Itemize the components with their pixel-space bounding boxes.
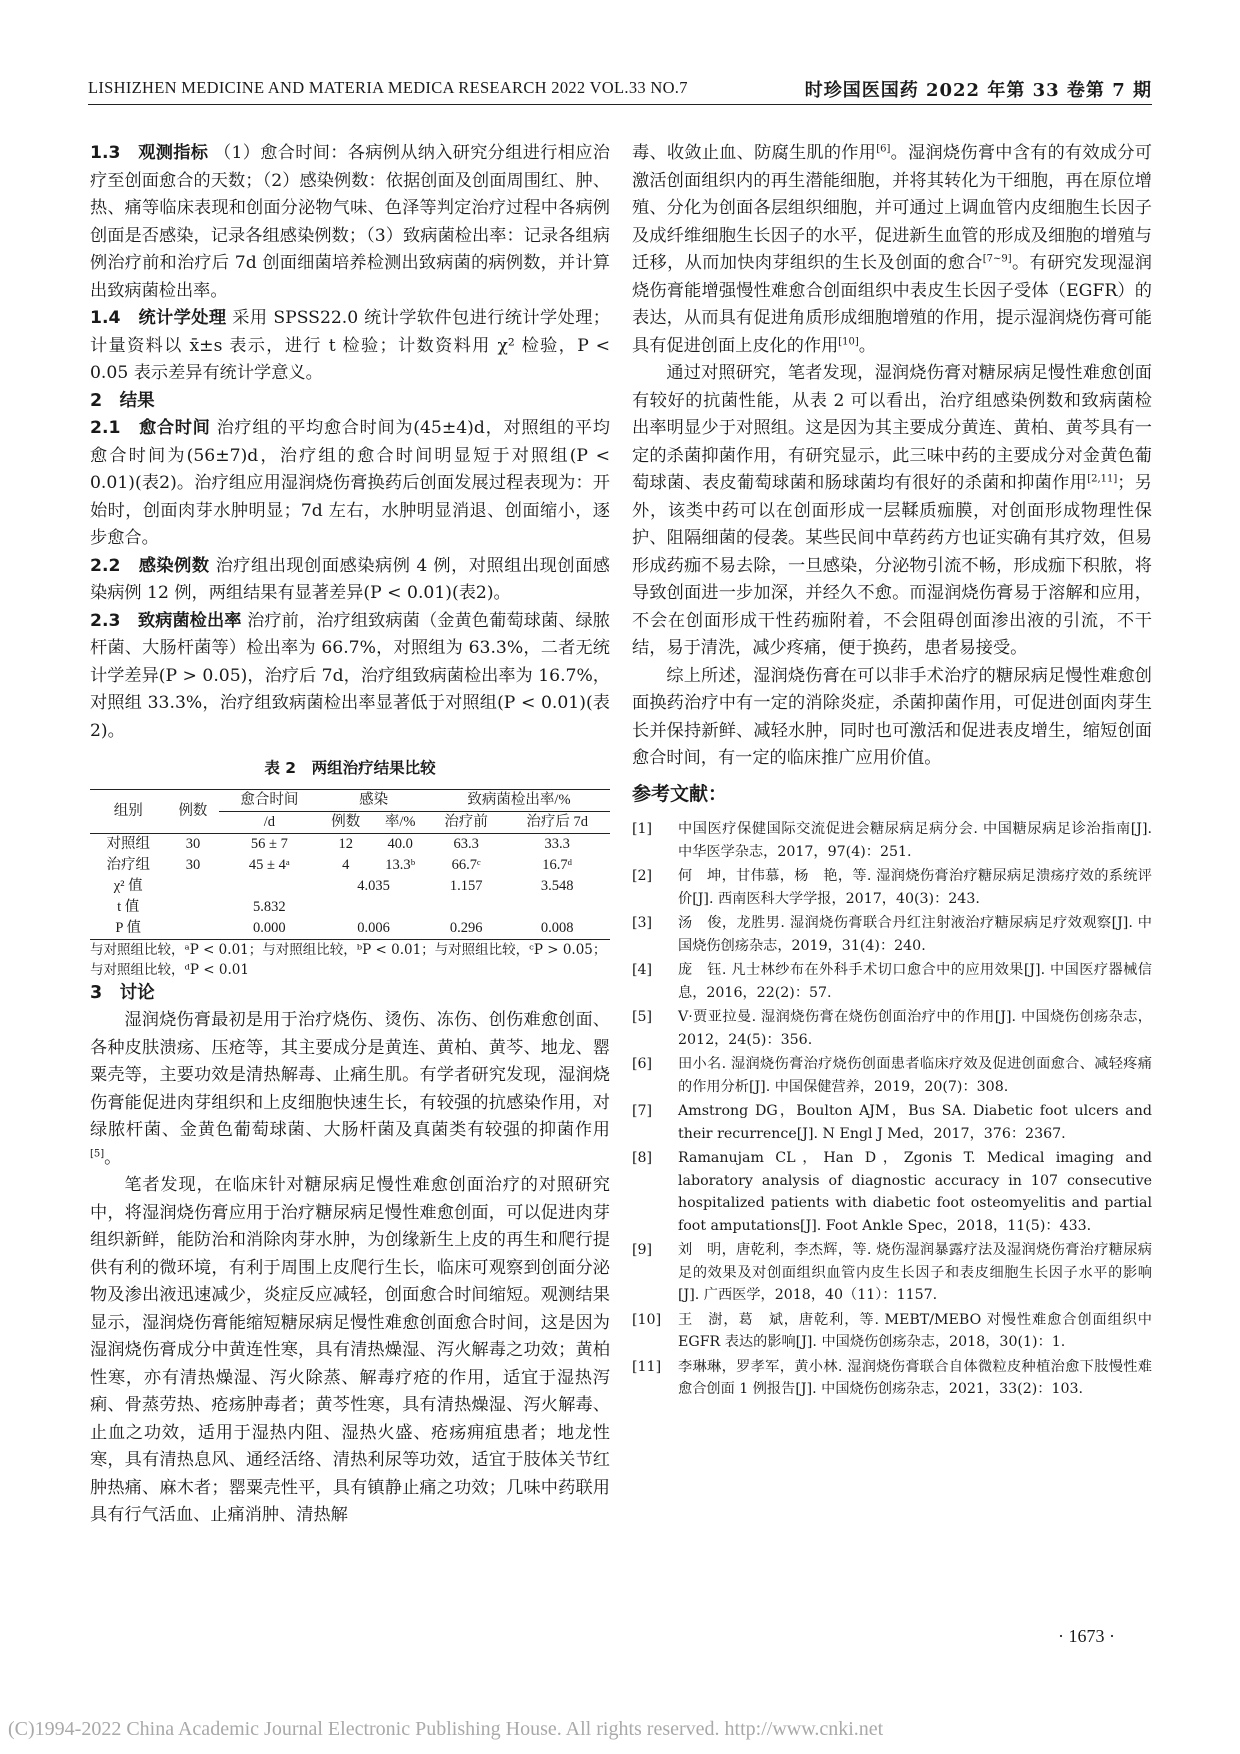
- table-cell: 0.000: [253, 919, 286, 936]
- table-cell: χ² 值: [113, 877, 143, 894]
- table-cell: [166, 918, 219, 940]
- reference-item: [632, 1356, 1152, 1401]
- reference-list: [632, 818, 1152, 1401]
- copyright-footer: (C)1994-2022 China Academic Journal Electronic Publishing House. All rights reserved. http://www.cnki.net: [8, 1718, 884, 1740]
- section-heading: 2.1 愈合时间: [90, 418, 211, 438]
- table-row: [90, 876, 610, 897]
- table-header: 率/%: [384, 813, 416, 830]
- table-cell: 30: [185, 856, 201, 873]
- table-row: [90, 833, 610, 855]
- table-cell: 45 ± 4ᵃ: [248, 856, 290, 873]
- reference-number: [6]: [632, 1056, 653, 1072]
- reference-text: V·贾亚拉曼. 湿润烧伤膏在烧伤创面治疗中的作用[J]. 中国烧伤创疡杂志，2012，24(5)：356.: [678, 1009, 1152, 1048]
- page-number: · 1673 ·: [1058, 1626, 1115, 1646]
- table-row: [90, 855, 610, 876]
- reference-item: [632, 1100, 1152, 1145]
- journal-title-cn: 时珍国医国药 2022 年第 33 卷第 7 期: [804, 80, 1152, 101]
- table-cell: [219, 876, 319, 897]
- reference-text: 王 澍，葛 斌，唐乾利，等. MEBT/MEBO 对慢性难愈合创面组织中 EGFR 表达的影响[J]. 中国烧伤创疡杂志，2018，30(1)：1.: [678, 1311, 1152, 1350]
- citation[interactable]: [2,11]: [1087, 473, 1118, 485]
- section-1-3: [90, 140, 610, 305]
- table-cell: 0.296: [449, 919, 483, 936]
- table-cell: [428, 897, 504, 918]
- reference-text: 汤 俊，龙胜男. 湿润烧伤膏联合丹红注射液治疗糖尿病足疗效观察[J]. 中国烧伤创疡杂志，2019，31(4)：240.: [678, 915, 1152, 954]
- citation[interactable]: [10]: [838, 335, 859, 347]
- reference-text: 庞 钰. 凡士林纱布在外科手术切口愈合中的应用效果[J]. 中国医疗器械信息，2016，22(2)：57.: [678, 962, 1152, 1001]
- section-heading: 2.2 感染例数: [90, 555, 210, 576]
- table-cell: 1.157: [449, 877, 483, 894]
- table-cell: 5.832: [253, 898, 286, 915]
- paragraph-text: 。有研究发现湿润烧伤膏能增强慢性难愈合创面组织中表皮生长因子受体（EGFR）的表达，从而具有促进角质形成细胞增殖的作用，提示湿润烧伤膏可能具有促进创面上皮化的作用: [632, 253, 1152, 356]
- reference-item: [632, 1239, 1152, 1307]
- table-header: 致病菌检出率/%: [428, 789, 610, 811]
- reference-number: [4]: [632, 962, 653, 978]
- reference-number: [11]: [632, 1358, 662, 1375]
- reference-item: [632, 959, 1152, 1004]
- table-header: /d: [263, 813, 275, 830]
- reference-text: 刘 明，唐乾利，李杰辉，等. 烧伤湿润暴露疗法及湿润烧伤膏治疗糖尿病足的效果及对创面组织血管内皮生长因子和表皮细胞生长因子水平的影响[J]. 广西医学，2018，40（11）：1157.: [678, 1242, 1152, 1303]
- table-cell: [504, 897, 610, 918]
- paragraph: （1）愈合时间：各病例从纳入研究分组进行相应治疗至创面愈合的天数；（2）感染例数：依据创面及创面周围红、肿、热、痛等临床表现和创面分泌物气味、色泽等判定治疗过程中各病例创面是否感染，记录各组感染例数；（3）致病菌检出率：记录各组病例治疗前和治疗后 7d 创面细菌培养检测出致病菌的病例数，并计算出致病菌检出率。: [90, 143, 610, 301]
- table-cell: 30: [185, 835, 201, 852]
- right-column: [632, 140, 1152, 1403]
- table-note: 与对照组比较，ᵃP < 0.01；与对照组比较，ᵇP < 0.01；与对照组比较，ᶜP > 0.05；与对照组比较，ᵈP < 0.01: [90, 941, 607, 978]
- running-header: [88, 76, 1152, 105]
- paragraph: 治疗前，治疗组致病菌（金黄色葡萄球菌、绿脓杆菌、大肠杆菌等）检出率为 66.7%，对照组为 63.3%，二者无统计学差异(P > 0.05)，治疗后 7d，治疗组致病菌检出率为 16.7%，对照组 33.3%，治疗组致病菌检出率显著低于对照组(P < 0.01)(表2)。: [90, 610, 610, 741]
- reference-item: [632, 1147, 1152, 1237]
- discussion-paragraph: [632, 140, 1152, 360]
- section-3-heading: 3 讨论: [90, 982, 155, 1003]
- reference-number: [5]: [632, 1009, 653, 1025]
- table-cell: 治疗组: [106, 856, 150, 873]
- table-cell: 33.3: [544, 835, 570, 852]
- paragraph: 采用 SPSS22.0 统计学软件包进行统计学处理；计量资料以 x̄±s 表示，进行 t 检验；计数资料用 χ² 检验，P < 0.05 表示差异有统计学意义。: [90, 308, 610, 383]
- table-cell: 40.0: [387, 835, 413, 852]
- table-cell: 63.3: [453, 835, 479, 852]
- reference-text: 中国医疗保健国际交流促进会糖尿病足病分会. 中国糖尿病足诊治指南[J]. 中华医学杂志，2017，97(4)：251.: [678, 821, 1152, 860]
- table-cell: t 值: [117, 898, 140, 915]
- table-header: 例数: [331, 813, 361, 830]
- section-1-4: [90, 305, 610, 388]
- reference-number: [9]: [632, 1242, 653, 1258]
- table-header: 治疗前: [444, 813, 488, 830]
- discussion-paragraph: [632, 360, 1152, 663]
- paragraph-text: 通过对照研究，笔者发现，湿润烧伤膏对糖尿病足慢性难愈创面有较好的抗菌性能，从表 2 可以看出，治疗组感染例数和致病菌检出率明显少于对照组。这是因为其主要成分黄连、黄柏、黄芩具有一定的杀菌抑菌作用，有研究显示，此三味中药的主要成分对金黄色葡萄球菌、表皮葡萄球菌和肠球菌均有很好的杀菌和抑菌作用: [632, 363, 1152, 493]
- table-cell: 0.006: [357, 919, 390, 936]
- table-cell: 0.008: [540, 919, 574, 936]
- reference-text: 何 坤，甘伟慕，杨 艳，等. 湿润烧伤膏治疗糖尿病足溃疡疗效的系统评价[J]. 西南医科大学学报，2017，40(3)：243.: [678, 868, 1152, 907]
- citation[interactable]: [5]: [90, 1147, 105, 1159]
- reference-number: [1]: [632, 821, 653, 837]
- section-2-1: [90, 415, 610, 553]
- reference-number: [10]: [632, 1311, 662, 1328]
- section-2-2: [90, 553, 610, 608]
- reference-number: [2]: [632, 868, 653, 884]
- section-heading: 1.3 观测指标: [90, 143, 209, 163]
- citation[interactable]: [7~9]: [982, 253, 1012, 265]
- paragraph-text: 。: [104, 1147, 122, 1168]
- table-header: 组别: [90, 789, 166, 833]
- table-cell: 66.7ᶜ: [451, 856, 481, 873]
- reference-text: Ramanujam CL，Han D，Zgonis T. Medical imaging and laboratory analysis of diagnostic accuracy in 107 consecutive hospitalized patients with diabetic foot osteomyelitis and partial foot amputations[J]. Foot Ankle Spec，2018，11(5)：433.: [678, 1150, 1152, 1234]
- table-cell: [319, 897, 428, 918]
- section-heading: 1.4 统计学处理: [90, 308, 227, 328]
- table-row: [90, 918, 610, 940]
- reference-item: [632, 1053, 1152, 1098]
- table-row: [90, 897, 610, 918]
- left-column: [90, 140, 610, 1530]
- paragraph-text: 。湿润烧伤膏中含有的有效成分可激活创面组织内的再生潜能细胞，并将其转化为干细胞，再在原位增殖、分化为创面各层组织细胞，并可通过上调血管内皮细胞生长因子及成纤维细胞生长因子的水平，促进新生血管的形成及细胞的增殖与迁移，从而加快肉芽组织的生长及创面的愈合: [632, 143, 1152, 273]
- reference-item: [632, 865, 1152, 910]
- table-cell: P 值: [115, 919, 142, 936]
- table-cell: 4: [342, 856, 350, 873]
- citation[interactable]: [6]: [876, 143, 891, 155]
- reference-item: [632, 818, 1152, 863]
- table-cell: 对照组: [106, 835, 150, 852]
- discussion-paragraph: 笔者发现，在临床针对糖尿病足慢性难愈创面治疗的对照研究中，将湿润烧伤膏应用于治疗糖尿病足慢性难愈创面，可以促进肉芽组织新鲜，能防治和消除肉芽水肿，为创缘新生上皮的再生和爬行提供有利的微环境，有利于周围上皮爬行生长，临床可观察到创面分泌物及渗出液迅速减少，炎症反应减轻，创面愈合时间缩短。观测结果显示，湿润烧伤膏能缩短糖尿病足慢性难愈创面愈合时间，这是因为湿润烧伤膏成分中黄连性寒，具有清热燥湿、泻火解毒之功效；黄柏性寒，亦有清热燥湿、泻火除蒸、解毒疗疮的作用，适宜于湿热泻痢、骨蒸劳热、疮疡肿毒者；黄芩性寒，具有清热燥湿、泻火解毒、止血之功效，适用于湿热内阻、湿热火盛、疮疡痈疽患者；地龙性寒，具有清热息风、通经活络、清热利尿等功效，适宜于肢体关节红肿热痛、麻木者；罂粟壳性平，具有镇静止痛之功效；几味中药联用具有行气活血、止痛消肿、清热解: [90, 1175, 610, 1525]
- section-2-3: [90, 608, 610, 746]
- reference-text: Amstrong DG，Boulton AJM，Bus SA. Diabetic foot ulcers and their recurrence[J]. N Engl J Med，2017，376：2367.: [678, 1103, 1152, 1142]
- results-table: [90, 789, 610, 940]
- table-cell: 13.3ᵇ: [385, 856, 416, 873]
- table-cell: [166, 876, 219, 897]
- table-header: 愈合时间: [219, 789, 319, 811]
- table-cell: 12: [338, 835, 353, 852]
- section-2-heading: 2 结果: [90, 390, 155, 411]
- conclusion-paragraph: 综上所述，湿润烧伤膏在可以非手术治疗的糖尿病足慢性难愈创面换药治疗中有一定的消除炎症，杀菌抑菌作用，可促进创面肉芽生长并保持新鲜、减轻水肿，同时也可激活和促进表皮增生，缩短创面愈合时间，有一定的临床推广应用价值。: [632, 665, 1152, 768]
- journal-title-en: LISHIZHEN MEDICINE AND MATERIA MEDICA RESEARCH 2022 VOL.33 NO.7: [88, 78, 688, 97]
- reference-text: 田小名. 湿润烧伤膏治疗烧伤创面患者临床疗效及促进创面愈合、减轻疼痛的作用分析[J]. 中国保健营养，2019，20(7)：308.: [678, 1056, 1152, 1095]
- discussion-paragraph: [90, 1007, 610, 1172]
- reference-number: [8]: [632, 1150, 653, 1166]
- table-cell: 3.548: [540, 877, 574, 894]
- section-heading: 2.3 致病菌检出率: [90, 610, 242, 631]
- table-header: 感染: [319, 789, 428, 811]
- reference-number: [3]: [632, 915, 653, 931]
- table-cell: 4.035: [357, 877, 390, 894]
- paragraph: 治疗组的平均愈合时间为(45±4)d，对照组的平均愈合时间为(56±7)d，治疗组的愈合时间明显短于对照组(P < 0.01)(表2)。治疗组应用湿润烧伤膏换药后创面发展过程表现为：开始时，创面肉芽水肿明显；7d 左右，水肿明显消退、创面缩小，逐步愈合。: [90, 418, 610, 548]
- paragraph-text: ；另外，该类中药可以在创面形成一层鞣质痂膜，对创面形成物理性保护、阻隔细菌的侵袭。某些民间中草药药方也证实确有其疗效，但易形成药痂不易去除，一旦感染，分泌物引流不畅，形成痂下积脓，将导致创面进一步加深，并经久不愈。而湿润烧伤膏易于溶解和应用，不会在创面形成干性药痂附着，不会阻碍创面渗出液的引流，不干结，易于清洗，减少疼痛，便于换药，患者易接受。: [632, 473, 1152, 658]
- table-cell: 56 ± 7: [250, 835, 288, 852]
- paragraph-text: 。: [858, 335, 876, 356]
- reference-text: 李琳琳，罗孝军，黄小林. 湿润烧伤膏联合自体微粒皮种植治愈下肢慢性难愈合创面 1 例报告[J]. 中国烧伤创疡杂志，2021，33(2)：103.: [678, 1358, 1152, 1397]
- table-cell: [166, 897, 219, 918]
- table-cell: 16.7ᵈ: [542, 856, 573, 873]
- reference-item: [632, 1309, 1152, 1354]
- table-caption: 表 2 两组治疗结果比较: [264, 759, 436, 777]
- paragraph-text: 湿润烧伤膏最初是用于治疗烧伤、烫伤、冻伤、创伤难愈创面、各种皮肤溃疡、压疮等，其主要成分是黄连、黄柏、黄芩、地龙、罂粟壳等，主要功效是清热解毒、止痛生肌。有学者研究发现，湿润烧伤膏能促进肉芽组织和上皮细胞快速生长，有较强的抗感染作用，对绿脓杆菌、金黄色葡萄球菌、大肠杆菌及真菌类有较强的抑菌作用: [90, 1010, 610, 1140]
- paragraph-text: 毒、收敛止血、防腐生肌的作用: [632, 143, 877, 163]
- table-header: 例数: [166, 789, 219, 833]
- reference-item: [632, 912, 1152, 957]
- references-heading: 参考文献：: [632, 782, 728, 805]
- reference-number: [7]: [632, 1103, 653, 1119]
- reference-item: [632, 1006, 1152, 1051]
- paragraph: 治疗组出现创面感染病例 4 例，对照组出现创面感染病例 12 例，两组结果有显著差异(P < 0.01)(表2)。: [90, 555, 610, 603]
- table-header: 治疗后 7d: [526, 813, 588, 830]
